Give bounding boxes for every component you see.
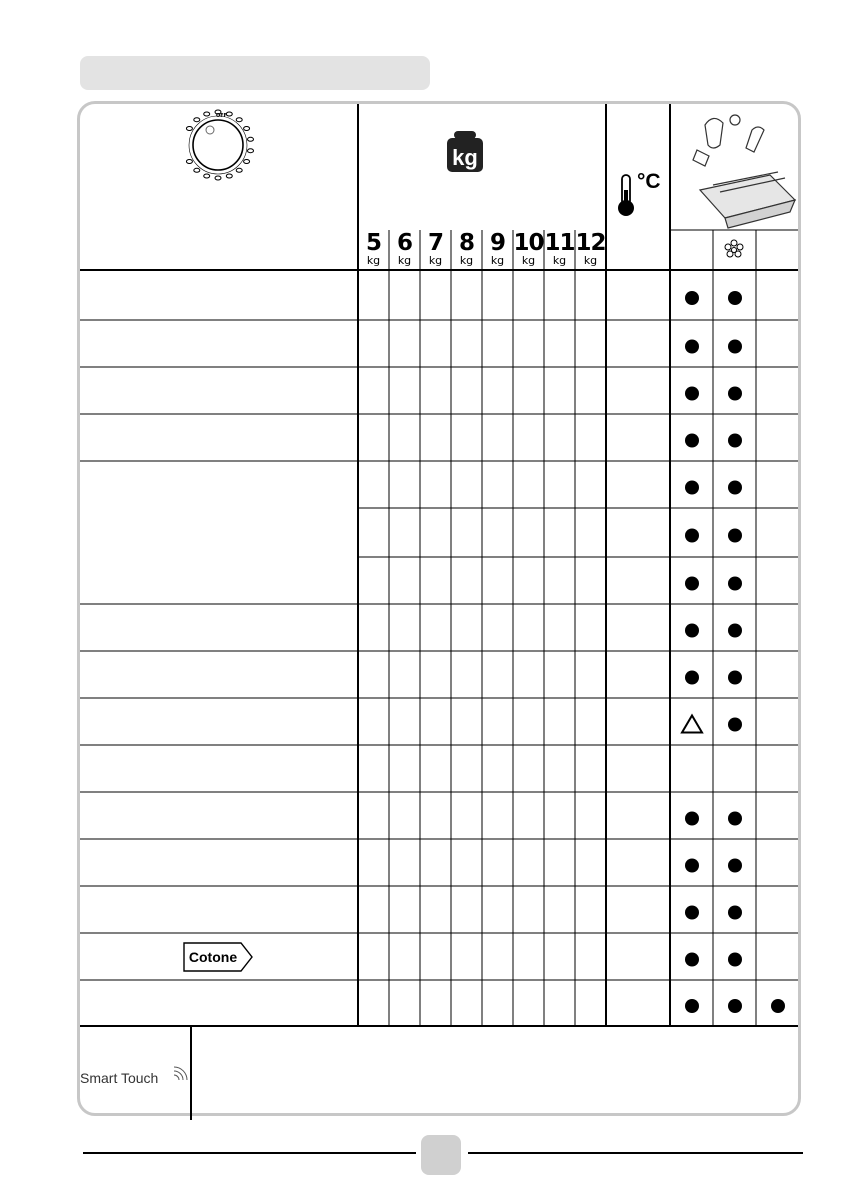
- load-capacity-value: 5: [365, 230, 381, 256]
- smart-touch-label: Smart Touch: [80, 1070, 159, 1086]
- dial-position-mark: [186, 160, 192, 164]
- load-capacity-value: 12: [575, 230, 606, 256]
- dial-position-mark: [204, 112, 210, 116]
- detergent-dot-mark: [685, 953, 699, 967]
- cotone-label: Cotone: [188, 949, 238, 965]
- detergent-dot-mark: [685, 999, 699, 1013]
- load-capacity-7kg: [420, 231, 451, 266]
- detergent-dot-mark: [728, 859, 742, 873]
- load-capacity-10kg: [513, 231, 544, 266]
- dial-position-mark: [226, 112, 232, 116]
- detergent-dot-mark: [685, 859, 699, 873]
- detergent-dot-mark: [728, 291, 742, 305]
- dial-position-mark: [226, 174, 232, 178]
- detergent-dot-mark: [685, 291, 699, 305]
- dial-position-mark: [204, 174, 210, 178]
- load-capacity-unit: kg: [397, 254, 412, 267]
- thermometer-icon: [618, 175, 634, 216]
- load-capacity-unit: kg: [552, 254, 567, 267]
- footer-line-left: [83, 1152, 416, 1154]
- load-capacity-9kg: [482, 231, 513, 266]
- detergent-dot-mark: [685, 529, 699, 543]
- detergent-dot-mark: [771, 999, 785, 1013]
- load-capacity-5kg: [358, 231, 389, 266]
- detergent-dot-mark: [685, 812, 699, 826]
- dial-position-mark: [247, 137, 253, 141]
- dial-position-mark: [247, 149, 253, 153]
- dial-off-label: OFF: [216, 113, 228, 119]
- dial-position-mark: [244, 160, 250, 164]
- load-capacity-11kg: [544, 231, 575, 266]
- detergent-dot-mark: [728, 434, 742, 448]
- detergent-dot-mark: [728, 812, 742, 826]
- detergent-dot-mark: [728, 387, 742, 401]
- load-capacity-unit: kg: [459, 254, 474, 267]
- load-capacity-value: 10: [513, 230, 544, 256]
- detergent-dot-mark: [728, 340, 742, 354]
- detergent-dot-mark: [728, 999, 742, 1013]
- dial-position-mark: [236, 168, 242, 172]
- flower-icon: [725, 240, 743, 257]
- load-capacity-unit: kg: [428, 254, 443, 267]
- load-capacity-unit: kg: [490, 254, 505, 267]
- program-dial-icon: [186, 110, 253, 180]
- load-capacity-unit: kg: [521, 254, 536, 267]
- detergent-dot-mark: [685, 624, 699, 638]
- detergent-dot-mark: [685, 577, 699, 591]
- dial-position-mark: [236, 118, 242, 122]
- load-capacity-value: 11: [544, 230, 575, 256]
- detergent-dot-mark: [685, 387, 699, 401]
- detergent-dot-mark: [728, 481, 742, 495]
- load-capacity-value: 8: [458, 230, 474, 256]
- dial-position-mark: [215, 176, 221, 180]
- dial-position-mark: [244, 127, 250, 131]
- detergent-dot-mark: [728, 671, 742, 685]
- wifi-icon: [174, 1067, 187, 1080]
- load-capacity-value: 9: [489, 230, 505, 256]
- weight-kg-icon-label: kg: [452, 145, 478, 170]
- load-capacity-8kg: [451, 231, 482, 266]
- dial-position-mark: [194, 118, 200, 122]
- detergent-dot-mark: [685, 671, 699, 685]
- load-capacity-unit: kg: [366, 254, 381, 267]
- detergent-dot-mark: [728, 953, 742, 967]
- detergent-dot-mark: [728, 529, 742, 543]
- detergent-dot-mark: [685, 906, 699, 920]
- load-capacity-12kg: [575, 231, 606, 266]
- detergent-optional-mark: [682, 716, 702, 733]
- detergent-dot-mark: [728, 624, 742, 638]
- temperature-unit: °C: [637, 170, 661, 193]
- detergent-dot-mark: [685, 340, 699, 354]
- page-number-box: [421, 1135, 461, 1175]
- detergent-dot-mark: [728, 718, 742, 732]
- load-capacity-value: 6: [396, 230, 412, 256]
- detergent-drawer-icon: [693, 115, 795, 228]
- detergent-dot-mark: [728, 577, 742, 591]
- detergent-dot-mark: [685, 481, 699, 495]
- footer-line-right: [468, 1152, 803, 1154]
- detergent-dot-mark: [728, 906, 742, 920]
- detergent-dot-mark: [685, 434, 699, 448]
- load-capacity-value: 7: [427, 230, 443, 256]
- dial-position-mark: [186, 127, 192, 131]
- dial-position-mark: [194, 168, 200, 172]
- load-capacity-unit: kg: [583, 254, 598, 267]
- load-capacity-6kg: [389, 231, 420, 266]
